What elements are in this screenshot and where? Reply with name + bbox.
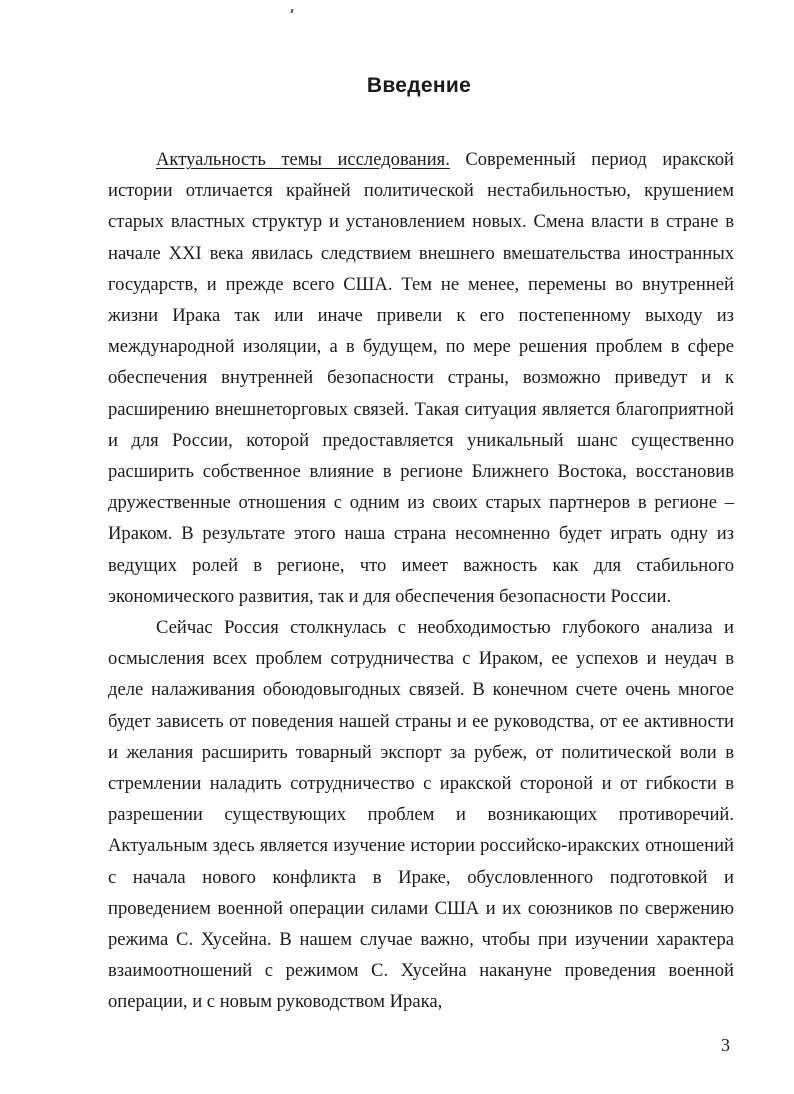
paragraph-1-text: Современный период иракской истории отличается крайней политической нестабильностью, крушением старых властных структур и установлением новых. Смена власти в стране в начале XXI века явилась следствием внешнего вмешательства иностранных государств, и прежде всего США. Тем не менее, перемены во внутренней жизни Ирака так или иначе привели к его постепенному выходу из международной изоляции, а в будущем, по мере решения проблем в сфере обеспечения внутренней безопасности страны, возможно приведут и к расширению внешнеторговых связей. Такая ситуация является благоприятной и для России, которой предоставляется уникальный шанс существенно расширить собственное влияние в регионе Ближнего Востока, восстановив дружественные отношения с одним из своих старых партнеров в регионе – Ираком. В результате этого наша страна несомненно будет играть одну из ведущих ролей в регионе, что имеет важность как для стабильного экономического развития, так и для обеспечения безопасности России.	[108, 149, 734, 607]
page-number: 3	[721, 1035, 730, 1055]
page-title: Введение	[366, 74, 472, 97]
paragraph-1-lead: Актуальность темы исследования.	[156, 149, 450, 170]
paragraph-1	[108, 144, 734, 612]
scan-speck	[290, 9, 293, 13]
paragraph-2: Сейчас Россия столкнулась с необходимостью глубокого анализа и осмысления всех проблем сотрудничества с Ираком, ее успехов и неудач в деле налаживания обоюдовыгодных связей. В конечном счете очень многое будет зависеть от поведения нашей страны и ее руководства, от ее активности и желания расширить товарный экспорт за рубеж, от политической воли в стремлении наладить сотрудничество с иракской стороной и от гибкости в разрешении существующих проблем и возникающих противоречий. Актуальным здесь является изучение истории российско-иракских отношений с начала нового конфликта в Ираке, обусловленного подготовкой и проведением военной операции силами США и их союзников по свержению режима С. Хусейна. В нашем случае важно, чтобы при изучении характера взаимоотношений с режимом С. Хусейна накануне проведения военной операции, и с новым руководством Ирака,	[108, 617, 734, 1013]
body-text	[108, 144, 734, 1018]
